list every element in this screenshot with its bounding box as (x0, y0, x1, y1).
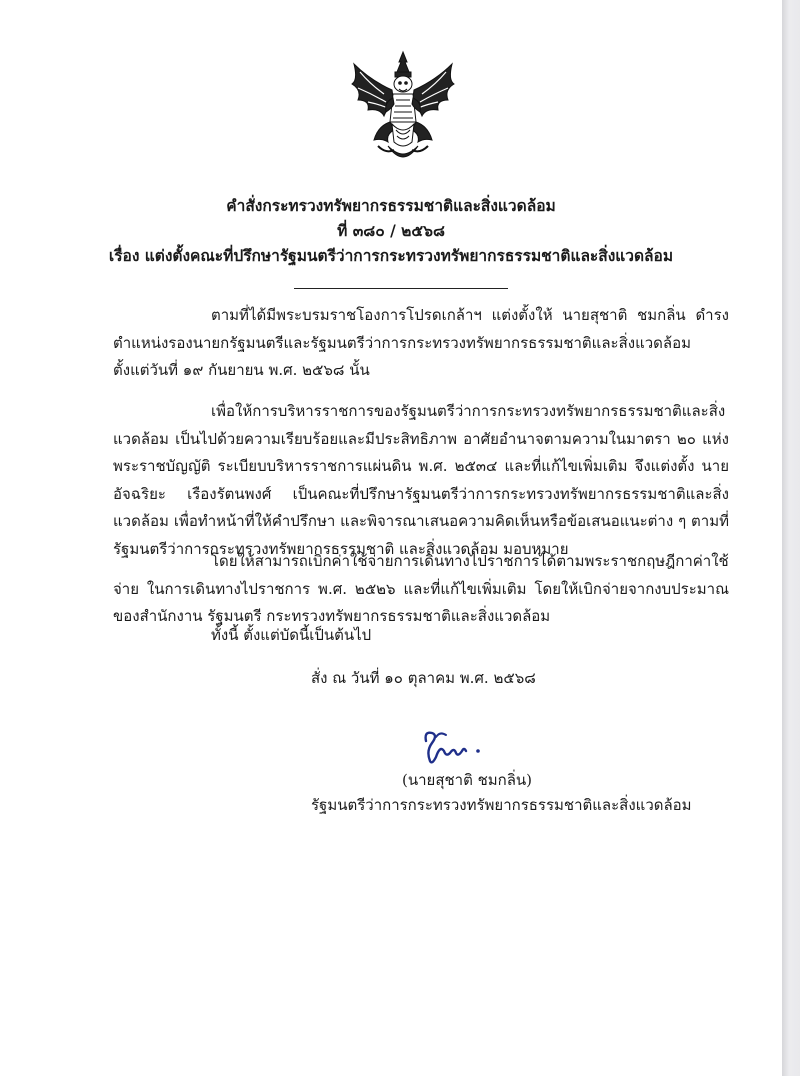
handwritten-signature (418, 727, 486, 767)
order-subject: เรื่อง แต่งตั้งคณะที่ปรึกษารัฐมนตรีว่าการกระทรวงทรัพยากรธรรมชาติและสิ่งแวดล้อม (108, 246, 674, 265)
header-divider (294, 288, 508, 289)
paragraph-appointment: เพื่อให้การบริหารราชการของรัฐมนตรีว่าการกระทรวงทรัพยากรธรรมชาติและสิ่งแวดล้อม เป็นไปด้วยความเรียบร้อยและมีประสิทธิภาพ อาศัยอำนาจตามความในมาตรา ๒๐ แห่งพระราชบัญญัติ ระเบียบบริหารราชการแผ่นดิน พ.ศ. ๒๕๓๔ และที่แก้ไขเพิ่มเติม จึงแต่งตั้ง นายอัจฉริยะ เรืองรัตนพงศ์ เป็นคณะที่ปรึกษารัฐมนตรีว่าการกระทรวงทรัพยากรธรรมชาติและสิ่งแวดล้อม เพื่อทำหน้าที่ให้คำปรึกษา และพิจารณาเสนอความคิดเห็นหรือข้อเสนอแนะต่าง ๆ ตามที่รัฐมนตรีว่าการกระทรวงทรัพยากรธรรมชาติ และสิ่งแวดล้อม มอบหมาย (113, 402, 729, 558)
effective-statement: ทั้งนี้ ตั้งแต่บัดนี้เป็นต้นไป (211, 626, 372, 644)
signer-position: รัฐมนตรีว่าการกระทรวงทรัพยากรธรรมชาติและสิ่งแวดล้อม (311, 796, 692, 814)
paragraph-expenses: โดยให้สามารถเบิกค่าใช้จ่ายการเดินทางไปราชการได้ตามพระราชกฤษฎีกาค่าใช้จ่าย ในการเดินทางไปราชการ พ.ศ. ๒๕๒๖ และที่แก้ไขเพิ่มเติม โดยให้เบิกจ่ายจากงบประมาณของสำนักงาน รัฐมนตรี กระทรวงทรัพยากรธรรมชาติและสิ่งแวดล้อม (113, 552, 729, 625)
page-edge-shadow (782, 0, 800, 1076)
order-number: ที่ ๓๘๐ / ๒๕๖๘ (337, 221, 445, 240)
order-title: คำสั่งกระทรวงทรัพยากรธรรมชาติและสิ่งแวดล้อม (226, 196, 556, 215)
order-date: สั่ง ณ วันที่ ๑๐ ตุลาคม พ.ศ. ๒๕๖๘ (311, 669, 536, 687)
signer-name: (นายสุชาติ ชมกลิ่น) (402, 771, 533, 789)
paragraph-background: ตามที่ได้มีพระบรมราชโองการโปรดเกล้าฯ แต่งตั้งให้ นายสุชาติ ชมกลิ่น ดำรงตำแหน่งรองนายกรัฐมนตรีและรัฐมนตรีว่าการกระทรวงทรัพยากรธรรมชาติและสิ่งแวดล้อม ตั้งแต่วันที่ ๑๙ กันยายน พ.ศ. ๒๕๖๘ นั้น (113, 306, 729, 379)
garuda-emblem-icon (348, 50, 458, 168)
